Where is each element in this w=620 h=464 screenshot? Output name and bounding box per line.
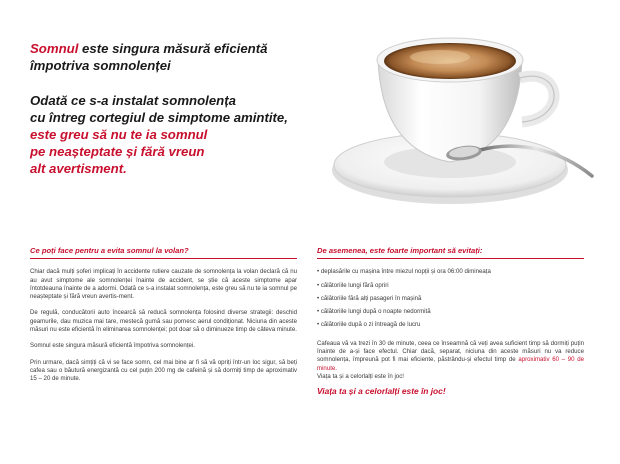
hero-line-4: cu întreg cortegiul de simptome amintite,	[30, 110, 288, 125]
left-column	[30, 247, 297, 392]
coffee-paragraph: Cafeaua vă va trezi în 30 de minute, ceea ce înseamnă că veți avea suficient timp să dormiți puțin înainte de a-și face efectul. Chiar dacă, separat, niciuna din aceste măsuri nu va reduce somnolența, împreună pot fi mai eficiente, păstrându-și efectul timp de aproximativ 60 – 90 de minute. Viața ta și a celorlalți este în joc!	[317, 339, 584, 380]
slogan: Viața ta și a celorlalți este în joc!	[317, 386, 446, 397]
left-paragraph-1: Chiar dacă mulți șoferi implicați în accidente rutiere cauzate de somnolența la volan declară că nu au avut simptome ale somnolenței înainte de accident, se știe că aceste simptome apar întotdeauna înainte de a adormi. Odată ce s-a instalat somnolența, este greu să nu te ia somnul pe neașteptate și fără vreun avertis-ment.	[30, 268, 297, 301]
list-item: • călătoriile lungi fără opriri	[317, 281, 389, 289]
list-item: • călătoriile fără alți pasageri în mașină	[317, 294, 422, 302]
list-item: • călătoriile după o zi întreagă de lucru	[317, 321, 421, 329]
hero-line-7: alt avertisment.	[30, 161, 127, 176]
hero-line-2: împotriva somnolenței	[30, 58, 171, 73]
avoid-list	[317, 268, 584, 329]
hero-line-5: este greu să nu te ia somnul	[30, 127, 208, 142]
right-column-title: De asemenea, este foarte important să evitați:	[317, 247, 584, 259]
list-item: • călătoriile lungi după o noapte nedormită	[317, 308, 431, 316]
hero-headline	[30, 40, 340, 177]
hero-line-1: Somnul este singura măsură eficientă	[30, 41, 268, 56]
right-column	[317, 247, 584, 396]
hero-line-6: pe neașteptate și fără vreun	[30, 144, 205, 159]
left-paragraph-4: Prin urmare, dacă simțiți că vi se face somn, cel mai bine ar fi să vă opriți într-un loc sigur, să beți cafea sau o băutură energizantă cu cel puțin 200 mg de cafeină și să dormiți timp de aproximativ 15 – 20 de minute.	[30, 358, 297, 383]
hero-line-3: Odată ce s-a instalat somnolența	[30, 93, 236, 108]
left-paragraph-2: De regulă, conducătorii auto încearcă să reducă somnolența folosind diverse strategii: deschid geamurile, dau muzica mai tare, mestecă gumă sau pornesc aerul condiționat. Niciuna din aceste măsuri nu este eficientă în eliminarea somnolenței; pot doar să o diminueze timp de câteva minute.	[30, 309, 297, 334]
left-column-title: Ce poți face pentru a evita somnul la volan?	[30, 247, 297, 259]
hero-keyword: Somnul	[30, 41, 79, 56]
list-item: • deplasările cu mașina între miezul nopții și ora 06:00 dimineața	[317, 268, 491, 276]
coffee-cup-image	[330, 0, 620, 220]
left-paragraph-3: Somnul este singura măsură eficientă împotriva somnolenței.	[30, 342, 195, 350]
